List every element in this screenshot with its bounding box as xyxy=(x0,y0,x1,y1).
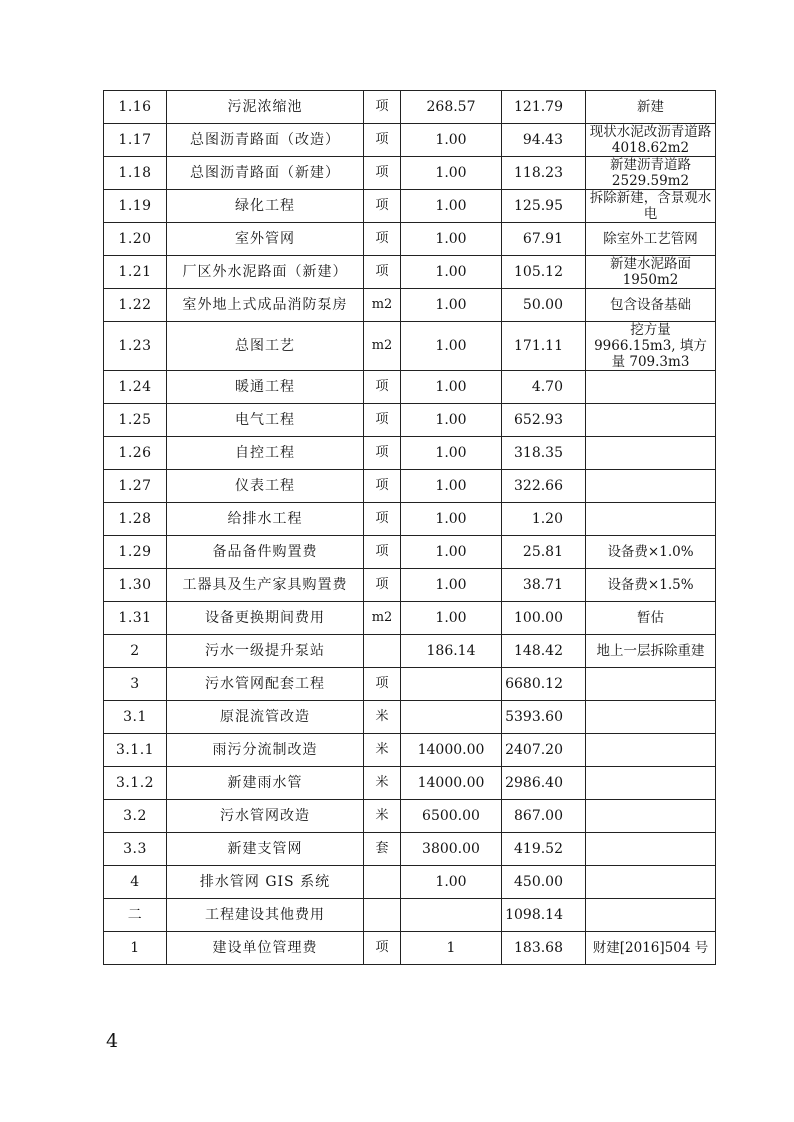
amount-cell: 419.52 xyxy=(502,833,586,866)
table-row xyxy=(104,536,716,569)
unit-cell: 项 xyxy=(364,91,401,124)
row-number-cell: 1.31 xyxy=(104,602,167,635)
unit-cell: 米 xyxy=(364,800,401,833)
amount-cell: 25.81 xyxy=(502,536,586,569)
row-number-cell: 1.27 xyxy=(104,470,167,503)
amount-cell: 318.35 xyxy=(502,437,586,470)
quantity-cell: 6500.00 xyxy=(401,800,502,833)
table-row xyxy=(104,800,716,833)
quantity-cell: 1.00 xyxy=(401,404,502,437)
table-row xyxy=(104,734,716,767)
amount-cell: 105.12 xyxy=(502,256,586,289)
quantity-cell: 1.00 xyxy=(401,503,502,536)
item-name-cell: 新建雨水管 xyxy=(167,767,364,800)
remark-cell xyxy=(586,404,716,437)
cost-estimate-table xyxy=(103,90,716,965)
row-number-cell: 1.25 xyxy=(104,404,167,437)
table-row xyxy=(104,404,716,437)
remark-cell xyxy=(586,437,716,470)
remark-cell: 地上一层拆除重建 xyxy=(586,635,716,668)
unit-cell: 项 xyxy=(364,124,401,157)
row-number-cell: 二 xyxy=(104,899,167,932)
amount-cell: 94.43 xyxy=(502,124,586,157)
unit-cell: 套 xyxy=(364,833,401,866)
remark-cell: 现状水泥改沥青道路 4018.62m2 xyxy=(586,124,716,157)
quantity-cell: 1.00 xyxy=(401,190,502,223)
table-row xyxy=(104,437,716,470)
item-name-cell: 室外地上式成品消防泵房 xyxy=(167,289,364,322)
remark-cell xyxy=(586,701,716,734)
quantity-cell: 1.00 xyxy=(401,371,502,404)
amount-cell: 67.91 xyxy=(502,223,586,256)
unit-cell: 项 xyxy=(364,256,401,289)
table-row xyxy=(104,569,716,602)
quantity-cell: 1.00 xyxy=(401,322,502,371)
table-row xyxy=(104,91,716,124)
remark-cell: 新建水泥路面 1950m2 xyxy=(586,256,716,289)
row-number-cell: 3.2 xyxy=(104,800,167,833)
amount-cell: 5393.60 xyxy=(502,701,586,734)
amount-cell: 1.20 xyxy=(502,503,586,536)
item-name-cell: 雨污分流制改造 xyxy=(167,734,364,767)
amount-cell: 450.00 xyxy=(502,866,586,899)
unit-cell: 项 xyxy=(364,190,401,223)
table-row xyxy=(104,157,716,190)
quantity-cell: 1.00 xyxy=(401,124,502,157)
table-row xyxy=(104,223,716,256)
quantity-cell xyxy=(401,668,502,701)
unit-cell: 项 xyxy=(364,371,401,404)
table-row xyxy=(104,668,716,701)
table-row xyxy=(104,470,716,503)
quantity-cell: 1.00 xyxy=(401,223,502,256)
row-number-cell: 1 xyxy=(104,932,167,965)
amount-cell: 6680.12 xyxy=(502,668,586,701)
item-name-cell: 工程建设其他费用 xyxy=(167,899,364,932)
quantity-cell: 1 xyxy=(401,932,502,965)
table-row xyxy=(104,635,716,668)
item-name-cell: 污水一级提升泵站 xyxy=(167,635,364,668)
amount-cell: 867.00 xyxy=(502,800,586,833)
remark-cell: 财建[2016]504 号 xyxy=(586,932,716,965)
unit-cell: 项 xyxy=(364,536,401,569)
remark-cell: 除室外工艺管网 xyxy=(586,223,716,256)
item-name-cell: 污水管网改造 xyxy=(167,800,364,833)
row-number-cell: 1.23 xyxy=(104,322,167,371)
row-number-cell: 1.30 xyxy=(104,569,167,602)
row-number-cell: 1.16 xyxy=(104,91,167,124)
item-name-cell: 工器具及生产家具购置费 xyxy=(167,569,364,602)
remark-cell: 暂估 xyxy=(586,602,716,635)
row-number-cell: 1.26 xyxy=(104,437,167,470)
row-number-cell: 3 xyxy=(104,668,167,701)
remark-cell xyxy=(586,470,716,503)
item-name-cell: 自控工程 xyxy=(167,437,364,470)
item-name-cell: 污泥浓缩池 xyxy=(167,91,364,124)
item-name-cell: 排水管网 GIS 系统 xyxy=(167,866,364,899)
quantity-cell: 1.00 xyxy=(401,536,502,569)
unit-cell: 项 xyxy=(364,437,401,470)
quantity-cell: 1.00 xyxy=(401,602,502,635)
amount-cell: 38.71 xyxy=(502,569,586,602)
row-number-cell: 1.20 xyxy=(104,223,167,256)
amount-cell: 121.79 xyxy=(502,91,586,124)
table-row xyxy=(104,899,716,932)
cost-estimate-table-container xyxy=(103,90,716,965)
row-number-cell: 1.28 xyxy=(104,503,167,536)
item-name-cell: 设备更换期间费用 xyxy=(167,602,364,635)
amount-cell: 4.70 xyxy=(502,371,586,404)
remark-cell: 新建沥青道路 2529.59m2 xyxy=(586,157,716,190)
row-number-cell: 1.24 xyxy=(104,371,167,404)
table-row xyxy=(104,124,716,157)
amount-cell: 1098.14 xyxy=(502,899,586,932)
table-row xyxy=(104,371,716,404)
remark-cell xyxy=(586,899,716,932)
quantity-cell: 1.00 xyxy=(401,289,502,322)
quantity-cell: 186.14 xyxy=(401,635,502,668)
page-number: 4 xyxy=(106,1030,119,1052)
remark-cell: 包含设备基础 xyxy=(586,289,716,322)
unit-cell xyxy=(364,899,401,932)
table-row xyxy=(104,256,716,289)
remark-cell: 新建 xyxy=(586,91,716,124)
unit-cell: 项 xyxy=(364,503,401,536)
unit-cell: m2 xyxy=(364,322,401,371)
row-number-cell: 2 xyxy=(104,635,167,668)
quantity-cell: 14000.00 xyxy=(401,734,502,767)
row-number-cell: 1.19 xyxy=(104,190,167,223)
remark-cell xyxy=(586,767,716,800)
remark-cell xyxy=(586,503,716,536)
row-number-cell: 1.18 xyxy=(104,157,167,190)
item-name-cell: 污水管网配套工程 xyxy=(167,668,364,701)
unit-cell: 米 xyxy=(364,701,401,734)
unit-cell xyxy=(364,866,401,899)
row-number-cell: 1.17 xyxy=(104,124,167,157)
quantity-cell: 1.00 xyxy=(401,569,502,602)
unit-cell: 项 xyxy=(364,668,401,701)
row-number-cell: 1.22 xyxy=(104,289,167,322)
quantity-cell: 1.00 xyxy=(401,437,502,470)
amount-cell: 118.23 xyxy=(502,157,586,190)
amount-cell: 171.11 xyxy=(502,322,586,371)
unit-cell: 项 xyxy=(364,932,401,965)
amount-cell: 183.68 xyxy=(502,932,586,965)
quantity-cell: 3800.00 xyxy=(401,833,502,866)
amount-cell: 50.00 xyxy=(502,289,586,322)
unit-cell xyxy=(364,635,401,668)
row-number-cell: 4 xyxy=(104,866,167,899)
remark-cell xyxy=(586,800,716,833)
quantity-cell: 1.00 xyxy=(401,470,502,503)
amount-cell: 148.42 xyxy=(502,635,586,668)
row-number-cell: 1.21 xyxy=(104,256,167,289)
table-row xyxy=(104,503,716,536)
unit-cell: m2 xyxy=(364,602,401,635)
table-row xyxy=(104,322,716,371)
amount-cell: 100.00 xyxy=(502,602,586,635)
item-name-cell: 厂区外水泥路面（新建） xyxy=(167,256,364,289)
item-name-cell: 原混流管改造 xyxy=(167,701,364,734)
item-name-cell: 总图工艺 xyxy=(167,322,364,371)
table-row xyxy=(104,866,716,899)
unit-cell: 米 xyxy=(364,734,401,767)
quantity-cell xyxy=(401,701,502,734)
item-name-cell: 暖通工程 xyxy=(167,371,364,404)
amount-cell: 322.66 xyxy=(502,470,586,503)
table-row xyxy=(104,289,716,322)
unit-cell: 项 xyxy=(364,157,401,190)
amount-cell: 2407.20 xyxy=(502,734,586,767)
quantity-cell xyxy=(401,899,502,932)
amount-cell: 2986.40 xyxy=(502,767,586,800)
remark-cell: 设备费×1.5% xyxy=(586,569,716,602)
row-number-cell: 1.29 xyxy=(104,536,167,569)
unit-cell: 项 xyxy=(364,223,401,256)
item-name-cell: 新建支管网 xyxy=(167,833,364,866)
table-body xyxy=(104,91,716,965)
row-number-cell: 3.1.1 xyxy=(104,734,167,767)
table-row xyxy=(104,190,716,223)
quantity-cell: 268.57 xyxy=(401,91,502,124)
row-number-cell: 3.1 xyxy=(104,701,167,734)
table-row xyxy=(104,767,716,800)
remark-cell xyxy=(586,371,716,404)
table-row xyxy=(104,833,716,866)
amount-cell: 652.93 xyxy=(502,404,586,437)
item-name-cell: 室外管网 xyxy=(167,223,364,256)
quantity-cell: 1.00 xyxy=(401,256,502,289)
item-name-cell: 电气工程 xyxy=(167,404,364,437)
quantity-cell: 14000.00 xyxy=(401,767,502,800)
unit-cell: m2 xyxy=(364,289,401,322)
table-row xyxy=(104,932,716,965)
unit-cell: 项 xyxy=(364,404,401,437)
item-name-cell: 总图沥青路面（改造） xyxy=(167,124,364,157)
remark-cell: 设备费×1.0% xyxy=(586,536,716,569)
table-row xyxy=(104,701,716,734)
unit-cell: 项 xyxy=(364,470,401,503)
remark-cell xyxy=(586,833,716,866)
amount-cell: 125.95 xyxy=(502,190,586,223)
unit-cell: 项 xyxy=(364,569,401,602)
remark-cell xyxy=(586,734,716,767)
row-number-cell: 3.1.2 xyxy=(104,767,167,800)
remark-cell: 拆除新建，含景观水电 xyxy=(586,190,716,223)
row-number-cell: 3.3 xyxy=(104,833,167,866)
remark-cell xyxy=(586,866,716,899)
quantity-cell: 1.00 xyxy=(401,157,502,190)
remark-cell xyxy=(586,668,716,701)
table-row xyxy=(104,602,716,635)
item-name-cell: 绿化工程 xyxy=(167,190,364,223)
item-name-cell: 建设单位管理费 xyxy=(167,932,364,965)
item-name-cell: 总图沥青路面（新建） xyxy=(167,157,364,190)
item-name-cell: 给排水工程 xyxy=(167,503,364,536)
item-name-cell: 备品备件购置费 xyxy=(167,536,364,569)
unit-cell: 米 xyxy=(364,767,401,800)
remark-cell: 挖方量 9966.15m3, 填方量 709.3m3 xyxy=(586,322,716,371)
item-name-cell: 仪表工程 xyxy=(167,470,364,503)
quantity-cell: 1.00 xyxy=(401,866,502,899)
